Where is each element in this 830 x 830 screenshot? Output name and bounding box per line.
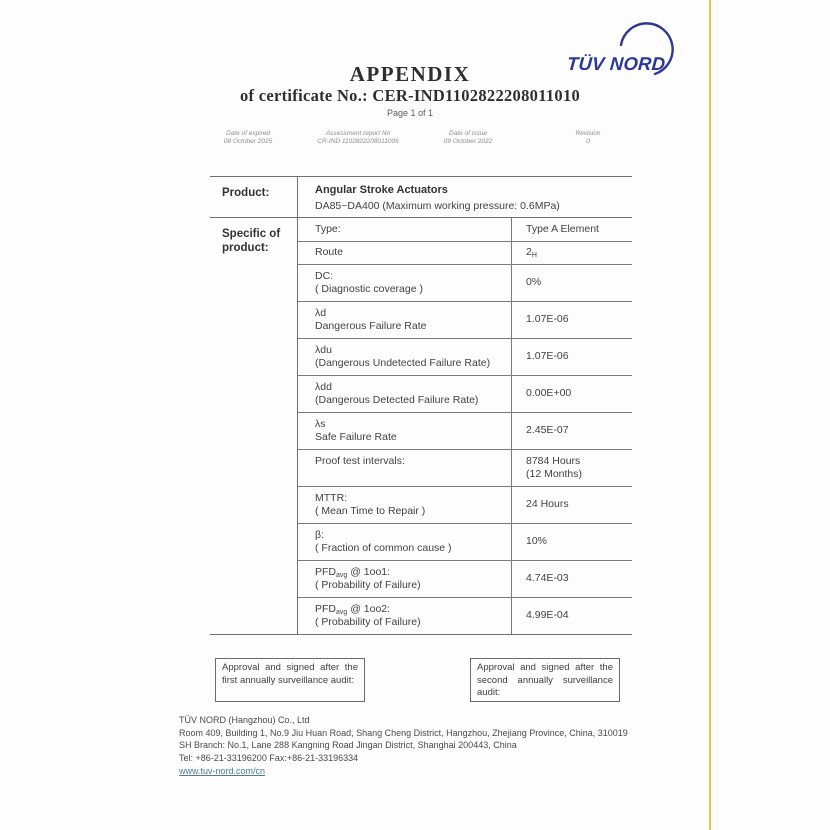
header-block [140,63,680,118]
meta-label: Date of issue [449,130,487,137]
table-row [298,524,632,561]
product-content [298,177,632,217]
meta-label: Assessment report No [325,130,391,137]
parameter-value: 2.45E-07 [526,424,569,437]
parameter-cell [298,561,512,597]
parameter-cell [298,242,512,265]
value-cell [512,265,632,301]
parameter-name: DC: [315,269,334,282]
table-row [298,376,632,413]
parameter-cell [298,302,512,338]
product-description: DA85~DA400 (Maximum working pressure: 0.6MPa) [315,200,560,212]
meta-label: Revision [575,130,601,137]
table-row [298,265,632,302]
parameter-description: (Dangerous Undetected Failure Rate) [315,357,491,369]
product-name: Angular Stroke Actuators [315,184,448,196]
parameter-cell [298,598,512,634]
parameter-cell [298,413,512,449]
certificate-number-line: of certificate No.: CER-IND1102822208011010 [239,86,581,105]
value-cell [512,242,632,265]
table-row [298,218,632,242]
parameter-cell [298,218,512,241]
table-row [298,487,632,524]
parameter-cell [298,265,512,301]
parameter-cell [298,376,512,412]
parameter-description: Safe Failure Rate [315,431,397,443]
table-row [298,598,632,634]
parameter-name: MTTR: [315,491,348,504]
company-name: TÜV NORD (Hangzhou) Co., Ltd [179,715,310,725]
parameter-name: Proof test intervals: [315,454,405,467]
meta-field-revision [538,130,638,146]
parameter-description: ( Mean Time to Repair ) [315,505,426,517]
parameter-cell [298,339,512,375]
parameter-description: (Dangerous Detected Failure Rate) [315,394,479,406]
parameter-value: 0.00E+00 [526,387,572,400]
meta-field-date-expired [198,130,298,146]
parameter-value: 4.74E-03 [526,572,569,585]
parameter-description: ( Probability of Failure) [315,579,421,591]
parameter-name: β: [315,528,324,541]
meta-field-date-issue [418,130,518,146]
parameter-description: Dangerous Failure Rate [315,320,427,332]
address-line-2: SH Branch: No.1, Lane 288 Kangning Road Jingan District, Shanghai 200443, China [179,740,517,751]
specific-rows [298,218,632,634]
table-row [298,242,632,266]
value-cell [512,302,632,338]
parameter-name: λd [315,306,327,319]
parameter-value: 10% [526,535,548,548]
value-cell [512,339,632,375]
specific-label: Specific of product: [210,218,298,634]
parameter-name: $PFD_{avg}$ @ 1oo2: [315,602,391,616]
table-row [298,413,632,450]
parameter-value: 8784 Hours [526,454,581,467]
product-label: Product: [210,177,298,217]
value-cell [512,598,632,634]
specific-section [210,218,632,634]
parameter-description: ( Diagnostic coverage ) [315,283,423,295]
footer [179,714,659,778]
certificate-table [210,176,632,635]
meta-field-assessment-report [288,130,428,146]
parameter-value: 24 Hours [526,498,569,511]
parameter-value: Type A Element [526,222,599,235]
value-cell [512,524,632,560]
value-cell [512,450,632,486]
meta-value: 09 October 2022 [443,138,493,145]
product-row [210,177,632,218]
approval-box-second-audit: Approval and signed after the second annually surveillance audit: [470,658,620,702]
approval-box-first-audit: Approval and signed after the first annually surveillance audit: [215,658,365,702]
parameter-cell [298,524,512,560]
meta-value: 08 October 2025 [223,138,273,145]
yellow-accent-line [709,0,711,830]
page-title: APPENDIX [349,62,471,86]
parameter-cell [298,487,512,523]
table-row [298,561,632,598]
parameter-name: Route [315,246,344,258]
parameter-description: ( Probability of Failure) [315,616,421,628]
page-indicator: Page 1 of 1 [386,108,434,118]
value-cell [512,413,632,449]
parameter-cell [298,450,512,486]
table-row [298,302,632,339]
value-cell [512,561,632,597]
parameter-name: λdu [315,343,332,356]
website-link[interactable]: www.tuv-nord.com/cn [179,765,266,776]
meta-value: CR-IND 1102822208011006 [317,138,399,145]
meta-label: Date of expired [225,130,271,137]
parameter-name: $PFD_{avg}$ @ 1oo1: [315,565,391,579]
table-row [298,450,632,487]
parameter-value: 0% [526,276,542,289]
parameter-value: 1.07E-06 [526,313,569,326]
address-line-1: Room 409, Building 1, No.9 Jiu Huan Road, Shang Cheng District, Hangzhou, Zhejiang Province, China, 310019 [179,727,628,738]
parameter-value: 4.99E-04 [526,609,569,622]
parameter-value: $2_H$ [526,246,537,259]
parameter-name: λdd [315,380,332,393]
parameter-value-line2: (12 Months) [526,468,583,480]
parameter-value: 1.07E-06 [526,350,569,363]
value-cell [512,487,632,523]
meta-value: 0 [586,138,590,145]
tel-fax-line: Tel: +86-21-33196200 Fax:+86-21-33196334 [179,753,359,764]
value-cell [512,218,632,241]
parameter-name: λs [315,417,326,430]
parameter-name: Type: [315,222,341,235]
parameter-description: ( Fraction of common cause ) [315,542,452,554]
tuv-nord-logo: TÜV NORD [566,53,666,74]
table-row [298,339,632,376]
value-cell [512,376,632,412]
